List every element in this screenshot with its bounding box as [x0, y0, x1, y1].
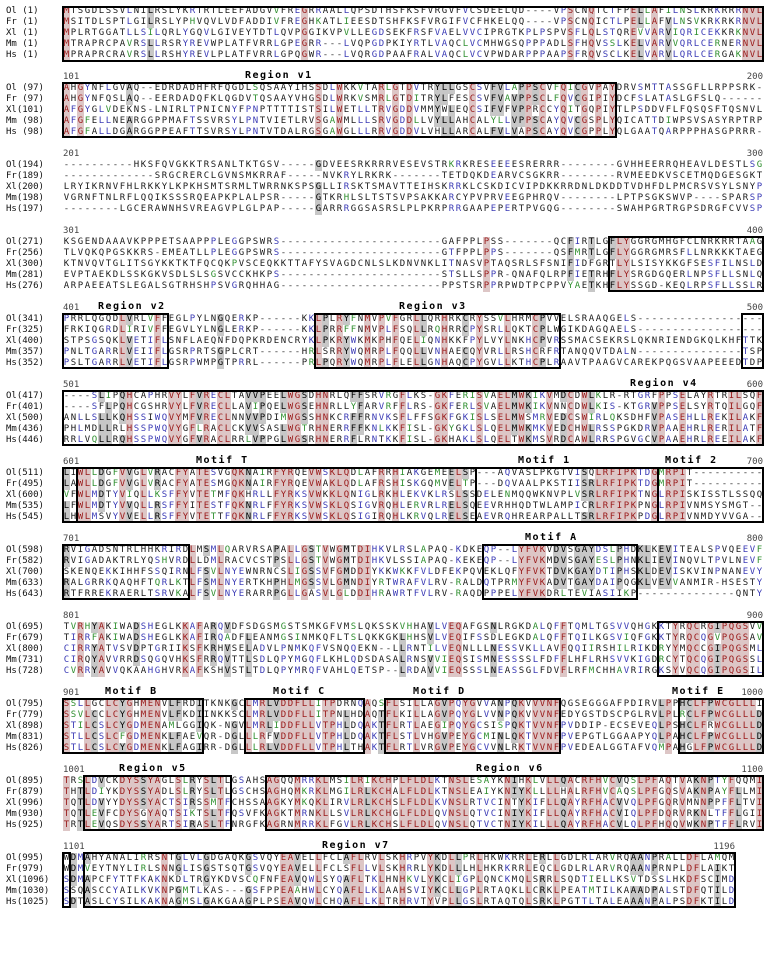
ruler-start: 1101 — [63, 842, 85, 852]
sequence-row-Ol: Ol(895) T R S L D V C K D Y S S Y A G L S L R Y S L T L G S A H S A G Q Q M R R K L M S I L R I K C H P L F L D L K T N S L E S A Y K N I H K L V L L Q A C R F H V C V Q S L P F A Q T V A K N P T Y F Q Q M I — [6, 776, 763, 786]
sequence-label: Xl(800) — [6, 644, 44, 654]
ruler-end: 1000 — [741, 688, 763, 698]
sequence-label: Ol(598) — [6, 545, 44, 555]
sequence-label: Hs(352) — [6, 358, 44, 368]
sequence-row-Hs: Hs(728) C V R R Y A V V Q K A A H G H V R K A F K S H V S T L T D L Q P Y M R Q F V A H L Q E T S P - - L R D A V V I E Q S S S L N E A S S G L F D V F L R F M C H H A V R I R G K S Y V Q C Q G I P Q G S I L — [6, 666, 763, 676]
sequence-row-Mm: Mm(535) L F W L M D T Y V V Q L L R S F F Y I T E S T F Q K N R L F F Y R K S V W S K L Q S I G V R Q H L E R V R L R E L S Q E E V R H H Q D T W L A M P I C R L R F I P K P N G L R P I V N M S Y S M G T - - — [6, 501, 763, 511]
sequence-row-Ol: Ol(598) R V I G A D S N T R L H H K R I R D L M S M L Q A R V R S A P A L L G S T V W G M T D I H K V L R S L A P A Q - K D K E Q P - - L Y F V K V D V S G A Y D S L P H D K L K E V I T E A L S P V Q E E V F — [6, 545, 763, 555]
block-header — [6, 763, 768, 776]
alignment-block-5 — [6, 301, 768, 369]
sequence-row-Hs: Hs(446) R R L V Q L L R Q H S S P W Q V Y G F V R A C L R R L V P P G L W G S R H N E R R F L R N T K K F I S L - G K H A K L S L Q E L T W K M S V R D C A W L R R S P G V G C V P A A E H R L R E E I L A K F — [6, 435, 763, 445]
sequence-row-Hs: Hs(925) T R T L E V Q S D Y S S Y A R T S I R A S L T F N R G F K A G R N M R R K L F G V L R L K C H S L F L D L Q V N S L Q T V C T N I Y K I L L L Q A Y R F H A C V L Q L P F H Q Q V W K N P T F F L R V I — [6, 820, 763, 830]
ruler-start: 1001 — [63, 765, 85, 775]
sequence-label: Mm(357) — [6, 347, 44, 357]
alignment-block-1 — [6, 6, 768, 61]
sequence-label: Ol(895) — [6, 776, 44, 786]
alignment-block-2 — [6, 70, 768, 138]
ruler-end: 300 — [746, 149, 763, 159]
region-label: Motif C — [273, 686, 326, 697]
sequence-label: Xl(400) — [6, 336, 44, 346]
sequence-label: Mm(731) — [6, 655, 44, 665]
sequence-label: Hs (98) — [6, 127, 44, 137]
sequence-row-Hs: Hs(352) P S L T G A R R L V E T I F L G S R P W M P G T P R R L - - - - - - P R L P Q R Y W Q M R P L F L E L L G N H A Q C P Y G V L L K T H C P L R A A V T P A A G V C A R E K P Q G S V A A P E E E D T D P — [6, 358, 763, 368]
sequence-label: Mm(831) — [6, 732, 44, 742]
block-header — [6, 532, 768, 545]
sequence-label: Ol (1) — [6, 6, 39, 16]
sequence-label: Fr (1) — [6, 17, 39, 27]
sequence-row-Ol: Ol(511) L I W L L D G F V V G L V R A C F Y A T E S V G Q K N A I R F Y R Q E V W S K L Q D L A F R R H I A K G E M E E L S P - - - A Q V A S L P K G T V I S Q L R F I P K T D G M R P I T - - - - - - - - - - — [6, 468, 763, 478]
sequence-label: Ol(511) — [6, 468, 44, 478]
sequence-row-Fr: Fr (97) A H G Y N F Q S L A Q - - E E R D A D Q F K L Q G D V T Q S A A Y V H G S D L W R K V S M R L G T D I T R Y L F E S C S V F V A V P P S C L F Q V C G I P I Y D C F S L A T A S L G F S L Q - - - - - - — [6, 94, 763, 104]
sequence-label: Mm(281) — [6, 270, 44, 280]
sequence-label: Mm(198) — [6, 193, 44, 203]
sequence-row-Fr: Fr(189) - - - - - - - - - - - - - S R G C R E R C L G V N S M K R R A F - - - - - N V K R Y L R K R K - - - - - - - T E T D Q K D E A R V C S G K R R - - - - - - - - R V M E E D K V S C E T M Q D G E S G K T — [6, 171, 763, 181]
region-label: Motif D — [413, 686, 466, 697]
block-header — [6, 840, 768, 853]
sequence-row-Ol: Ol(341) P R R L Q G Q D L V R L V F F E G L P Y L N G Q E R K P - - - - - - K K L P L R Y F N M V P V F G R L L Q R H R K C R Y S S V L H R M C P V V E L S R A A Q G E L S - - - - - - - - - - - - - - - - - - — [6, 314, 763, 324]
sequence-row-Fr: Fr(582) R V I G A D A K T R L Y Q S H V R D L L D M L R A C V C S T P S L L G S T V W G M T D I H K V L S S I A P A Q - K E K E Q P - - L Y F V K M D V S G A Y E S L P H N K L I E V I N Q V L T P V L N E V F — [6, 556, 763, 566]
sequence-label: Ol(417) — [6, 391, 44, 401]
sequence-row-Xl: Xl (1) M P L R T G G A T L L S I L Q R L Y G Q V L G I V E Y T D T L Q V P G G I K V P V L L E G D S E K F R S F V A E L V V C I P R G T K P L P S P V S F L Q L S T Q R E V V A R V I Q R I C E K K R K N V L — [6, 28, 763, 38]
block-header — [6, 378, 768, 391]
alignment-block-10 — [6, 686, 768, 754]
alignment-block-8 — [6, 532, 768, 600]
sequence-label: Hs (1) — [6, 50, 39, 60]
alignment-block-11 — [6, 763, 768, 831]
sequence-label: Mm(930) — [6, 809, 44, 819]
ruler-end: 200 — [746, 72, 763, 82]
ruler-start: 801 — [63, 611, 80, 621]
sequence-label: Fr(879) — [6, 787, 44, 797]
sequence-label: Mm (1) — [6, 39, 39, 49]
sequence-row-Mm: Mm(198) V G R N F T N L R F L Q Q I K S S S R Q E A P K P L A L P S R - - - - - G T K R H L S L T S T S V P S A K K A R C Y P V P R V E E G P H R Q V - - - - - - - - L P T P S G K S W V P - - - - S P A R S P — [6, 193, 763, 203]
ruler-start: 301 — [63, 226, 80, 236]
region-label: Region v6 — [476, 763, 544, 774]
sequence-row-Mm: Mm(357) P N L T G A R R L V E I I F L G S R P R T S G P L C R T - - - - - - H R L S R R Y W Q M R P L F Q Q L L V N H A E C Q Y V R L L R S H C R F R T A N Q Q V T D A L N - - - - - - - - - - - - - - - T S P — [6, 347, 763, 357]
sequence-label: Ol (97) — [6, 83, 44, 93]
sequence-label: Ol(341) — [6, 314, 44, 324]
sequence-row-Hs: Hs(1025) S D T A S L C Y S I L K A K N A G M S L G A K G A A G P L P S E A V Q W L C H Q A F L L K L T R H R V T Y V P L L G S L R T A Q T Q L S R K L P G T T L T A L E A A A N P A L P S D F K T I L D — [6, 897, 735, 907]
sequence-label: Xl(300) — [6, 259, 44, 269]
sequence-label: Xl(996) — [6, 798, 44, 808]
sequence-row-Hs: Hs(826) S T L L C S L C Y G D M E N K L F A G I R R - D G L L L R L V D D F L L V T P H L T H A K T F L R T L V R G V P E Y G C V V N L R K T V V N F P V E D E A L G G T A F V Q M P A H G L F P W C G L L L D — [6, 743, 763, 753]
region-label: Region v2 — [98, 301, 166, 312]
sequence-row-Xl: Xl(400) S T P S G S Q K L V E T I F L S N F L A E Q N F D Q P K R D E N C R Y K L P K R Y W K M K P H F Q E L I Q N H K K F P Y L V Y L N K H C P V R S S M A C S E K R S L Q K N R I E N D G K Q L K H F T T K — [6, 336, 763, 346]
sequence-label: Ol(695) — [6, 622, 44, 632]
sequence-label: Ol(194) — [6, 160, 44, 170]
sequence-row-Xl: Xl(800) C I R R Y A T V S V D P T G R I I K S F K R H V S E L A D V L P N M K Q F V S N Q Q E K N - - L L R N T I L V E Q N L L L N E S S V K L L A V F Q Q I I R S H I L R I K D R Y Y M Q C C G I P Q G S M L — [6, 644, 763, 654]
region-label: Motif 2 — [665, 455, 718, 466]
sequence-row-Ol: Ol(795) S S L L G C L C Y G H M E N V L F R D I T K N K G C L M R L V D D F L L I T P D R N Q A Q S F L S I L L A G V P Q Y G V V A N P Q K V V V N F Q G S E G G G A F P D I R V L P P H C L F P W C G L L L I — [6, 699, 763, 709]
sequence-label: Hs(197) — [6, 204, 44, 214]
ruler-end: 1100 — [741, 765, 763, 775]
sequence-label: Hs(1025) — [6, 897, 50, 907]
sequence-row-Mm: Mm(436) P H L M D L L R L H S S P W Q V Y G F L R A C L C K V V S A S L W G T R H N E R R F F K N L K K F I S L - G K Y G K L S L Q E L M W K M K V E D C H W L R S S P G K D R V P A A E H R L R E R I L A T F — [6, 424, 763, 434]
sequence-label: Fr(495) — [6, 479, 44, 489]
sequence-row-Mm: Mm (98) A F G F E L L N E A R G G P P M A F T S S V R S Y L P N T V I E T L R V S G A W M L L L S R V G D D L L V Y L L A H C A L Y L L V P P S C A Y Q V C G S P L Y Q I C A T T D I W P S V S A S Y R P T R P — [6, 116, 763, 126]
sequence-label: Fr(582) — [6, 556, 44, 566]
region-label: Region v5 — [119, 763, 187, 774]
sequence-row-Xl: Xl(101) A F G Y G L V D E K N S - L N I R L T P N I C N Y F P N P T T T T I S T S I L W E T L L T R V G D D V M M Y W L E Q C S I F V F V P P R C C Y Q I T G Q P I Y T L P S D D V F L F Q S Q S F T Q S N V L — [6, 105, 763, 115]
sequence-row-Ol: Ol (97) A H G Y N F L G V A Q - - E D R D A D H F R F Q G D L S Q S A A Y I H S S D L W K K V T A R L G T D V T R Y L L G S C S V F V L A P P S C V F Q I C G V P A Y D R V S M T T A S S G F L L R P P S R K - — [6, 83, 763, 93]
sequence-label: Fr(325) — [6, 325, 44, 335]
sequence-label: Hs(276) — [6, 281, 44, 291]
sequence-row-Hs: Hs (1) M P R A P R C R A V R S L L R S H Y R E V L P L A T F V R R L G P Q G W R - - - L V Q R G D P A A F R A L V A Q C L V C V P W D A R P P P A A P S F R Q V S C L K E L V A R V L Q R L C E R G A K N V L — [6, 50, 763, 60]
sequence-row-Xl: Xl(300) K T N V Q V T G L I T S G Y K K T K T F Q C Q K P V S C E Q K K T T A F Y S V A G D C N L S L K D N V N K L I T N A S V P T A Q S R L S F S N I F I D F G R T L Y L S I S Y K K G F S E S F I L N S L D — [6, 259, 763, 269]
sequence-label: Ol(995) — [6, 853, 44, 863]
block-header — [6, 147, 768, 160]
sequence-row-Mm: Mm(281) E V P T A E K D L S S K G K V S D L S L S G S V C C K H K P S - - - - - - - - - - - - - - - - - - - - - - - S T S L L S P P R - Q N A F Q L R P F I E T R H F L Y S R G D G Q E R L N P S F L L S N L Q — [6, 270, 763, 280]
sequence-label: Xl(1096) — [6, 875, 50, 885]
sequence-row-Mm: Mm(831) S T L L C S L C F G D M E N K L F A E V Q R - D G L L L R F V D D F L L V T P H L D Q A K T F L S T L V H G V P E Y G C M I N L Q K T V V N F P V E P G T L G G A A P Y Q L P A H C L F P W C G L L L D — [6, 732, 763, 742]
sequence-row-Ol: Ol (1) M T S G D L S S V L N I L R S L Y K R T R T L E E F A D G V V F R E G R R A A L L Q P S D T H S F K S F V R G V F V C S D E E L Q D - - - - V P S C N Q T C T F P E L L A F I L N S L K R K R R R N V L — [6, 6, 763, 16]
alignment-block-4 — [6, 224, 768, 292]
sequence-row-Xl: Xl(200) L R Y I K R N V F H L R K K Y L K P K H S M T S R M L T W R R N K S P S G L L I R S K T S M A V T T E I H S K R R K L C S K D I C V I P D K K R R D N L D K D D T V D H F D L P M C R S V S Y L S N Y P — [6, 182, 763, 192]
sequence-label: Xl(600) — [6, 490, 44, 500]
block-header — [6, 224, 768, 237]
region-label: Region v3 — [399, 301, 467, 312]
region-label: Motif T — [196, 455, 249, 466]
ruler-end: 400 — [746, 226, 763, 236]
sequence-row-Mm: Mm(731) C I R Q Y A V V R R D S Q G Q V H K S F R R Q V T T L S D L Q P Y M G Q F L K H L Q D S D A S A L R N S V V I E Q S I S M N E S S S S L F D F F L H F L R H S V V K I G D R C Y T Q C Q G I P Q G S S L — [6, 655, 763, 665]
ruler-start: 101 — [63, 72, 80, 82]
sequence-row-Hs: Hs(197) - - - - - - - - L G C E R A W N H S V R E A G V P L G L P A P - - - - - G A R R R G G S A S R S L P L P K R P R R G A A P E P E R T P V G Q G - - - - - - - - S W A H P G R T R G P S D R G F C V V S P — [6, 204, 763, 214]
sequence-row-Xl: Xl(500) A N L L S L L K Q H S S I W Q V Y M F V R E C L N N V V P D I M W G S S H N K C R F F R N V K S F L F F S G K F G K I S L S E L M W S M R V E D C S W I R L Q K S D H F V P A S E H L L R E K I L A K F — [6, 413, 763, 423]
sequence-row-Xl: Xl(600) V F W L M D T Y V I Q L L K S F F Y V T E T M F Q K H R L L F Y R K S V W K K L Q N I G L R K H L E K V K L R S L S S D E L E N M Q Q W K N V P L V S R L R F I P K T N G L R P I S K I S S T L S S Q Q — [6, 490, 763, 500]
sequence-row-Mm: Mm(930) T Q T L E V F C D Y S G Y A Q T S I K T S L T F Q S V F K A G K T M R N K L L S V L R L K C H G L F L D L Q V N S L Q T V C I N I Y K I F L L Q A Y R F H A C V I Q L P F D Q R V R K N L T F F L G I I — [6, 809, 763, 819]
alignment-block-6 — [6, 378, 768, 446]
sequence-label: Hs(925) — [6, 820, 44, 830]
sequence-row-Fr: Fr(325) F R K I Q G R D L I R I V F F E G V L Y L N G L E R K P - - - - - - K K L P R R F F N M V P L F S Q L L R Q H R R C P Y S R L L Q K T C P L W G I K D A G Q A E L S - - - - - - - - - - - - - - - - - - — [6, 325, 763, 335]
sequence-label: Mm (98) — [6, 116, 44, 126]
sequence-label: Xl(700) — [6, 567, 44, 577]
sequence-row-Mm: Mm (1) M T R A P R C P A V R S L L R S R Y R E V W P L A T F V R R L G P E G R R - - - L V Q P G D P K I Y R T L V A Q C L V C M H W G S Q P P P A D L S F H Q V S S L K E L V A R V V Q R L C E R N E R N V L — [6, 39, 763, 49]
block-header — [6, 70, 768, 83]
sequence-row-Hs: Hs(545) L H W L M S V Y V V E L L R S F F Y V T E T T F Q K N R L F F Y R K S V W S K L Q S I G I R Q H L K R V Q L R E L S E A E V R Q H R E A R P A L L T S R L R F I P K P D G L R P I V N M D Y V V G A - - — [6, 512, 763, 522]
ruler-start: 501 — [63, 380, 80, 390]
sequence-row-Xl: Xl(898) S T I L C S L C Y G D M E N A M L G G I Q K - N G V L M R L I D D F L L V T P H L D Q A K T F L R T L A E G I P Q Y G C S I S P Q K T V V N F P V D D I P - E C S E V E Q L P S H C L F R W C G L L L D — [6, 721, 763, 731]
sequence-row-Hs: Hs(276) A R P A E E A T S L E G A L S G T R H S H P S V G R Q H H A G - - - - - - - - - - - - - - - - - - - - - - - P P S T S R P P R P W D T P C P P V Y A E T K H F L Y S S G D - K E Q L R P S F L L S S L R — [6, 281, 763, 291]
ruler-start: 601 — [63, 457, 80, 467]
sequence-label: Mm(633) — [6, 578, 44, 588]
alignment-block-9 — [6, 609, 768, 677]
sequence-label: Xl(898) — [6, 721, 44, 731]
sequence-row-Hs: Hs (98) A F G F A L L D G A R G G P P E A F T T S V R S Y L P N T V T D A L R G S G A W G L L L R R V G D D V L V H L L A R C A L F V L V A P S C A Y Q V C G P P L Y Q L G A A T Q A R P P P H A S G P R R R - — [6, 127, 763, 137]
sequence-label: Mm(1030) — [6, 886, 50, 896]
sequence-row-Xl: Xl(996) T Q T L D V Y Y D Y S S Y A C T S I R S S M T F C H S S A A G K Y M K Q K L I R V L R L K C H S L F L D L K V N S L R T V C I N T Y K I F L L Q A Y R F H A C V V Q L P F G Q R V M N N P P F F L T V I — [6, 798, 763, 808]
sequence-label: Fr (97) — [6, 94, 44, 104]
ruler-start: 201 — [63, 149, 80, 159]
ruler-end: 900 — [746, 611, 763, 621]
sequence-label: Xl(200) — [6, 182, 44, 192]
sequence-row-Fr: Fr(879) T H T L D I Y K D Y S S Y A D L S L R Y S L T L G S C H S A G H Q M K R K L M G I L R L K C H A L F L D L K T N S L E A I Y K N I Y K L L L L H A L R F H V C A Q S L P F G Q S V A K N P A Y F L L M I — [6, 787, 763, 797]
region-label: Motif A — [525, 532, 578, 543]
sequence-label: Xl(101) — [6, 105, 44, 115]
sequence-row-Hs: Hs(643) R T F R R E K R A E R L T S R V K A L F S V L N Y E R A R R P G L L G A S V L G L D D I H R A W R T F V L R V - R A Q D P P P E L Y F V K D R L T E V I A S I I K P - - - - - - - - - - - - - - Q N T Y — [6, 589, 763, 599]
sequence-label: Fr(189) — [6, 171, 44, 181]
sequence-row-Fr: Fr (1) M S I T D L S P T L G I L R S L Y P H V Q V L V D F A D D I V F R E G H K A T L I E E S D T S H F K S F V R G I F V C F H K E L Q Q - - - - V P S C N Q I C T L P E L L A F V L N S V K R K R K R N V L — [6, 17, 763, 27]
sequence-row-Ol: Ol(194) - - - - - - - - - - H K S F Q V G K K T R S A N L T K T G S V - - - - - G D V E E S R K R R R V E S E V S T R K R K R E S E E E E S R E R R R - - - - - - - - G V H H E E R R Q H E A V L D E S T L S G — [6, 160, 763, 170]
ruler-end: 700 — [746, 457, 763, 467]
sequence-row-Fr: Fr(495) L A W L L D G F V V G L V R A C F Y A T E S M G Q K N A I R F Y R Q E V W A K L Q D L A F R S H I S K G Q M V E L T P - - - D Q V A A L P K S T I I S R L R F I P K T D G M R P I T - - - - - - - - - - — [6, 479, 763, 489]
sequence-label: Hs(728) — [6, 666, 44, 676]
sequence-label: Hs(643) — [6, 589, 44, 599]
sequence-label: Xl (1) — [6, 28, 39, 38]
sequence-row-Ol: Ol(417) - - - - S L I P Q H C A P H R V Y L F V R E C L T A V V P E E L W G S D H N R L Q F F S R V R G F L K S - G K F E R I S V A E L M W K I K V M D C D W L K L R - R T G R F P P S E L A Y R T R I L S Q F — [6, 391, 763, 401]
sequence-label: Fr(679) — [6, 633, 44, 643]
sequence-label: Ol(795) — [6, 699, 44, 709]
sequence-label: Hs(545) — [6, 512, 44, 522]
alignment-block-3 — [6, 147, 768, 215]
alignment-block-12 — [6, 840, 768, 908]
region-label: Motif B — [105, 686, 158, 697]
ruler-start: 701 — [63, 534, 80, 544]
block-header — [6, 609, 768, 622]
ruler-end: 500 — [746, 303, 763, 313]
region-label: Region v7 — [322, 840, 390, 851]
sequence-row-Ol: Ol(995) W D M A H Y A N A L I R R S N T G L V L G D G A Q K G S V Q Y E A V E L L F C L A F L R V L S K H R P V Y K D L L P R L H K W K R R L E R L L G D L R L A R V R Q A A N P R A L L D F L A M Q M — [6, 853, 735, 863]
sequence-row-Xl: Xl(700) S K E N Q E K K I H H F S S Q I R N L F S V L N Y E W N R N C S L I G S S V F G M D D I Y K K W K K F V L D F E K P Q V E K L Q F Y F V K T D V K G A Y D T I P H S K L D E V I S K V I N P N A N E V Y — [6, 567, 763, 577]
sequence-label: Ol(271) — [6, 237, 44, 247]
sequence-row-Mm: Mm(633) R A L G R R K Q A Q H F T Q R L K T L F S M L N Y E R T K H P H L M G S S V L G M N D I Y R T W R A F V L R V - R A L D Q T P R M Y F V K A D V T G A Y D A I P Q G K L V E V V A N M I R - H S E S T Y — [6, 578, 763, 588]
sequence-label: Mm(436) — [6, 424, 44, 434]
sequence-row-Fr: Fr(256) T L V Q K Q P G S K K R S - E M E A T L L P L E G G P S W R S - - - - - - - - - - - - - - - - - - - - - - - G T F P P L P P S - - - - - - - Q S F M R T L G F L Y G G R G M R S F L L N R K K K T A E G — [6, 248, 763, 258]
sequence-label: Fr(979) — [6, 864, 44, 874]
ruler-start: 401 — [63, 303, 80, 313]
region-label: Motif E — [672, 686, 725, 697]
ruler-end: 1196 — [713, 842, 735, 852]
sequence-row-Fr: Fr(979) W D M V E Y T N Y L I R L S N N G L I S G S T S Q T G S V Q Y E A V E L L F C L S F L L V L S K H R R L Y K D L L L H L H K R K R R L E Q C L G D L R L A R V R Q A A N P R N P L D F L A I K T — [6, 864, 735, 874]
block-header — [6, 301, 768, 314]
sequence-row-Fr: Fr(401) - - - - S F L P Q H C G S H R V Y L F V R E C L L A V I P Q E L W G S E H N R L L Y F A R V R F F L R S - G K F E R L S V A E L M W K I K V N N C D W L K I S - K T G R V P P S E L S Y R T Q I L G Q F — [6, 402, 763, 412]
sequence-row-Fr: Fr(779) S S V L C C L C Y G H M E N V L F K D I I N K K S C L M R L V D D F L L I T P N L H D A Q T F L K I L L A G V P Q Y G L V V N P Q K V V V N F E D Y G S T D S C P G L R V L P L R C L F P W C G L L L D — [6, 710, 763, 720]
region-label: Motif 1 — [518, 455, 571, 466]
region-label: Region v4 — [630, 378, 698, 389]
sequence-row-Xl: Xl(1096) S D M A P C F Y T T F K A K N K D L T R G Y K D V S C Q F N F E A V Q W L S Y Q A F L T K L H N H K V L Y K C L I G P L Q N C K M Q L S R R L S Q D T I E L L K S V T D S S L H K D F S C I M D — [6, 875, 735, 885]
sequence-row-Ol: Ol(271) K S G E N D A A A V K P P P E T S A A P P P L E G G P S W R S - - - - - - - - - - - - - - - - - - - - - - - G A F P P L P S S - - - - - - - Q C F I R T L G F L Y G G R G M H G F C L N R K R R T A A G — [6, 237, 763, 247]
sequence-label: Hs(446) — [6, 435, 44, 445]
region-label: Region v1 — [245, 70, 313, 81]
sequence-label: Xl(500) — [6, 413, 44, 423]
sequence-row-Ol: Ol(695) T V R H Y A K I W A D S H E G L K K A F A R Q V D F S D G S M G S T S M K G F V M S L Q K S S K V H H A V L V E Q A F G S N L R G K D A L Q F F T Q M L T G S V V Q H G K K T Y R Q C R G I P Q G S V V — [6, 622, 763, 632]
sequence-label: Fr(256) — [6, 248, 44, 258]
ruler-end: 600 — [746, 380, 763, 390]
ruler-start: 901 — [63, 688, 80, 698]
sequence-row-Mm: Mm(1030) S S Q A S C C Y A I L K V K N P G M T L K A S - - - G S F P P E A A H W L C Y Q A F L L K L A A H S V I Y K C L L G P L R T A Q K L L C R K L P E A T M T I L K A A A D P A L S T D F Q T I L D — [6, 886, 735, 896]
sequence-label: Mm(535) — [6, 501, 44, 511]
sequence-label: Hs(826) — [6, 743, 44, 753]
alignment-block-7 — [6, 455, 768, 523]
sequence-row-Fr: Fr(679) T I R R F A K I W A D S H E G L K K A F I R Q A D F L E A N M G S I N M K Q F L T S L Q K K G K L H H S V L V E Q I F S S D L E G K D A L Q F F T Q I L K G S V I Q F G K K T Y R Q C Q G V P Q G S A V — [6, 633, 763, 643]
block-header — [6, 455, 768, 468]
block-header — [6, 686, 768, 699]
sequence-label: Fr(401) — [6, 402, 44, 412]
sequence-label: Fr(779) — [6, 710, 44, 720]
ruler-end: 800 — [746, 534, 763, 544]
